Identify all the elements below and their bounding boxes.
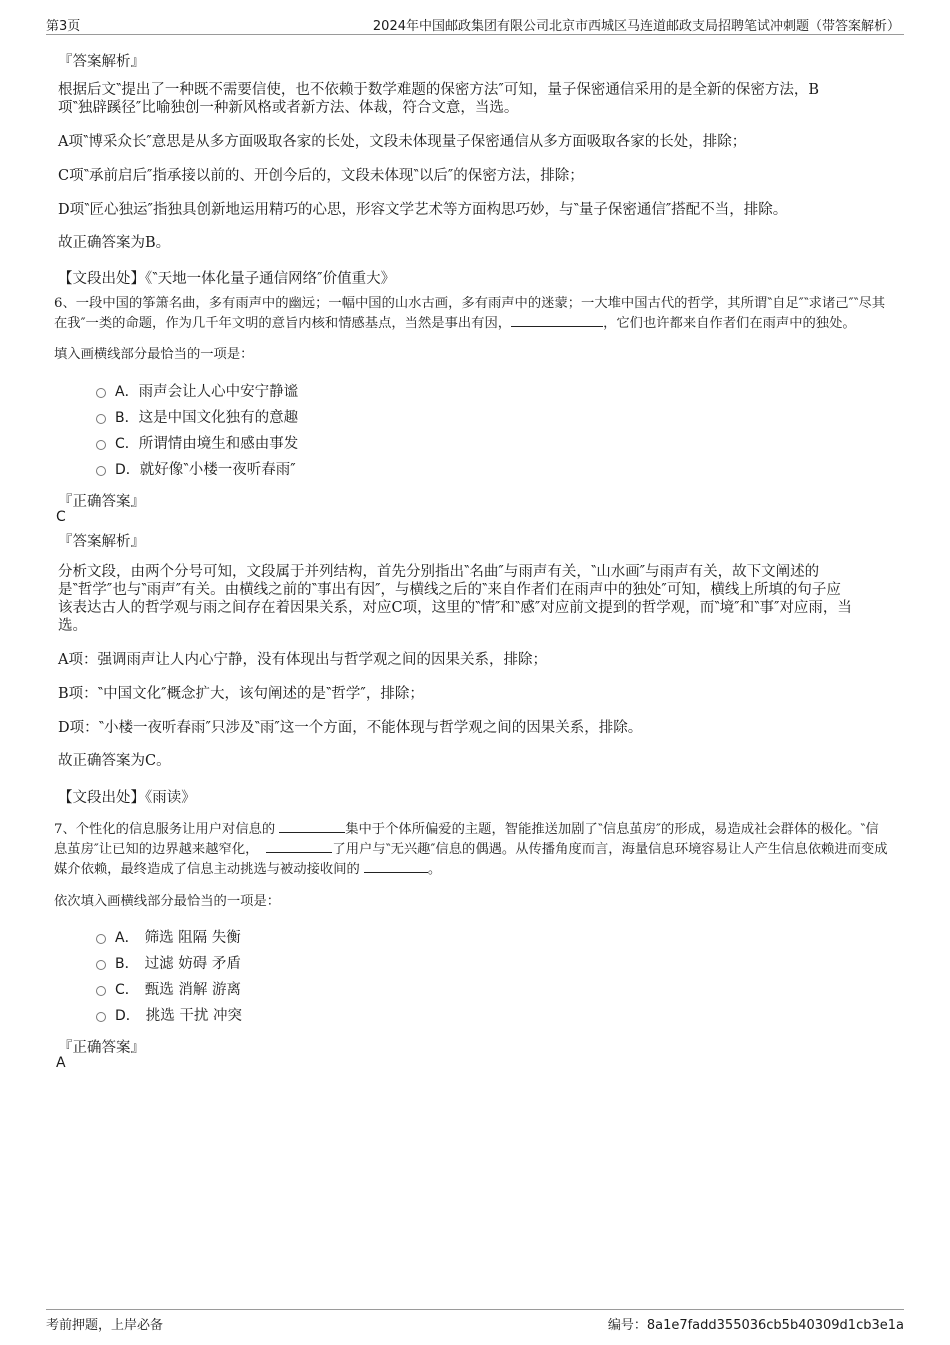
radio-icon[interactable]: [96, 388, 106, 398]
document-title: 2024年中国邮政集团有限公司北京市西城区马连道邮政支局招聘笔试冲刺题（带答案解析）: [372, 19, 900, 34]
question-7-line: 媒介依赖，最终造成了信息主动挑选与被动接收间的 。: [54, 862, 442, 877]
analysis-option-c: C项‶承前启后″指承接以前的、开创今后的，文段未体现‶以后″的保密方法，排除；: [58, 168, 584, 184]
document-code: 编号：8a1e7fadd355036cb5b40309d1cb3e1a: [607, 1318, 904, 1333]
radio-icon[interactable]: [96, 466, 106, 476]
analysis-line: 分析文段，由两个分号可知，文段属于并列结构，首先分别指出‶名曲″与雨声有关，‶山水画″与雨声有关，故下文阐述的: [58, 564, 820, 580]
analysis-option-d: D项：‶小楼一夜听春雨″只涉及‶雨″这一个方面，不能体现与哲学观之间的因果关系，排除。: [58, 720, 643, 736]
answer-blank: [364, 860, 428, 873]
option-b[interactable]: B． 过滤 妨碍 矛盾: [96, 954, 241, 974]
analysis-option-a: A项：强调雨声让人内心宁静，没有体现出与哲学观之间的因果关系，排除；: [58, 652, 547, 668]
radio-icon[interactable]: [96, 414, 106, 424]
answer-blank: [266, 840, 332, 853]
question-6-line: 在我″一类的命题，作为几千年文明的意旨内核和情感基点，当然是事出有因， ，它们也许都来自作者们在雨声中的独处。: [54, 316, 856, 331]
analysis-line: 项‶独辟蹊径″比喻独创一种新风格或者新方法、体裁，符合文意，当选。: [58, 100, 519, 116]
page-number: 第3页: [46, 19, 81, 34]
radio-icon[interactable]: [96, 1012, 106, 1022]
conclusion: 故正确答案为C。: [58, 753, 171, 769]
correct-answer: C: [56, 509, 66, 525]
source-citation: 【文段出处】《‶天地一体化量子通信网络″价值重大》: [58, 271, 396, 287]
option-c[interactable]: C． 甄选 消解 游离: [96, 980, 241, 1000]
footer-slogan: 考前押题，上岸必备: [46, 1318, 164, 1333]
analysis-line: 是‶哲学″也与‶雨声″有关。由横线之前的‶事出有因″，与横线之后的‶来自作者们在雨声中的独处″可知，横线上所填的句子应: [58, 582, 841, 598]
correct-answer-label: 『正确答案』: [58, 494, 145, 510]
option-c[interactable]: C．所谓情由境生和感由事发: [96, 434, 298, 454]
option-d[interactable]: D． 挑选 干扰 冲突: [96, 1006, 242, 1026]
source-citation: 【文段出处】《雨读》: [58, 790, 196, 806]
analysis-option-b: B项：‶中国文化″概念扩大，该句阐述的是‶哲学″，排除；: [58, 686, 424, 702]
question-6-line: 6、一段中国的筝箫名曲，多有雨声中的幽远；一幅中国的山水古画，多有雨声中的迷蒙；一大堆中国古代的哲学，其所谓‶自足″‶求诸己″‶尽其: [54, 296, 886, 311]
option-a[interactable]: A．雨声会让人心中安宁静谧: [96, 382, 298, 402]
conclusion: 故正确答案为B。: [58, 235, 171, 251]
page-footer: [46, 1309, 904, 1334]
question-7-line: 7、个性化的信息服务让用户对信息的 集中于个体所偏爱的主题，智能推送加剧了‶信息茧房″的形成，易造成社会群体的极化。‶信: [54, 822, 879, 837]
radio-icon[interactable]: [96, 986, 106, 996]
answer-blank: [279, 820, 345, 833]
analysis-label: 『答案解析』: [58, 534, 145, 550]
option-b[interactable]: B．这是中国文化独有的意趣: [96, 408, 298, 428]
analysis-line: 根据后文‶提出了一种既不需要信使，也不依赖于数学难题的保密方法″可知，量子保密通信采用的是全新的保密方法，B: [58, 82, 819, 98]
radio-icon[interactable]: [96, 934, 106, 944]
radio-icon[interactable]: [96, 440, 106, 450]
page-header: [46, 14, 904, 35]
question-7-line: 息茧房″让已知的边界越来越窄化， 了用户与‶无兴趣″信息的偶遇。从传播角度而言，海量信息环境容易让人产生信息依赖进而变成: [54, 842, 888, 857]
correct-answer: A: [56, 1055, 66, 1071]
analysis-label: 『答案解析』: [58, 54, 145, 70]
correct-answer-label: 『正确答案』: [58, 1040, 145, 1056]
analysis-line: 选。: [58, 618, 87, 634]
option-a[interactable]: A． 筛选 阻隔 失衡: [96, 928, 241, 948]
option-d[interactable]: D．就好像‶小楼一夜听春雨″: [96, 460, 296, 480]
question-6-prompt: 填入画横线部分最恰当的一项是：: [54, 347, 254, 362]
analysis-line: 该表达古人的哲学观与雨之间存在着因果关系，对应C项，这里的‶情″和‶感″对应前文提到的哲学观，而‶境″和‶事″对应雨，当: [58, 600, 852, 616]
question-7-prompt: 依次填入画横线部分最恰当的一项是：: [54, 894, 281, 909]
radio-icon[interactable]: [96, 960, 106, 970]
analysis-option-a: A项‶博采众长″意思是从多方面吸取各家的长处，文段未体现量子保密通信从多方面吸取各家的长处，排除；: [58, 134, 747, 150]
analysis-option-d: D项‶匠心独运″指独具创新地运用精巧的心思，形容文学艺术等方面构思巧妙，与‶量子保密通信″搭配不当，排除。: [58, 202, 788, 218]
answer-blank: [511, 314, 603, 327]
